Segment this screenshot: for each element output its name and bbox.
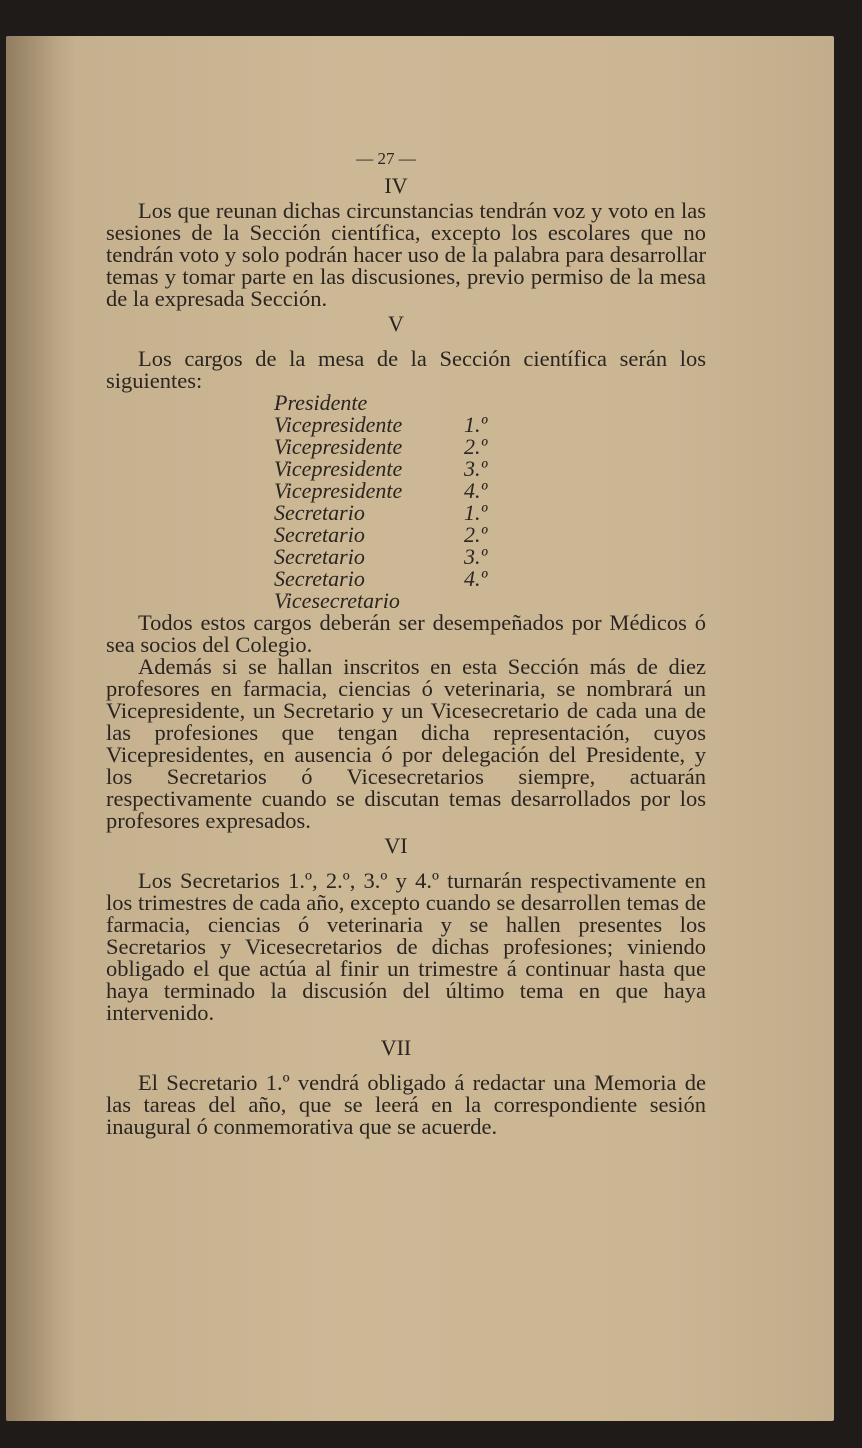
section-iv-paragraph: Los que reunan dichas circunstancias tendrán voz y voto en las sesiones de la Sección científica, excepto los escolares que no tendrán voto y solo podrán hacer uso de la palabra para desarrollar temas y tomar parte en las discusiones, previo permiso de la mesa de la expresada Sección. [106, 198, 706, 311]
page-text [106, 146, 706, 1138]
section-heading-v: V [388, 311, 404, 336]
section-vii-paragraph: El Secretario 1.º vendrá obligado á redactar una Memoria de las tareas del año, que se leerá en la correspondiente sesión inaugural ó conmemorativa que se acuerde. [106, 1070, 706, 1139]
book-page [6, 36, 834, 1421]
officer-title: Secretario [274, 500, 365, 525]
officer-row [274, 524, 706, 546]
officers-list [274, 392, 706, 612]
officer-number: 1.º [464, 412, 488, 437]
officer-number: 1.º [464, 500, 488, 525]
officer-title: Secretario [274, 544, 365, 569]
officer-title: Vicepresidente [274, 434, 403, 459]
officer-number: 3.º [464, 456, 488, 481]
section-v-paragraph-1: Todos estos cargos deberán ser desempeñados por Médicos ó sea socios del Colegio. [106, 610, 706, 657]
section-heading-vi: VI [384, 833, 408, 858]
officer-row [274, 436, 706, 458]
officer-title: Secretario [274, 566, 365, 591]
section-heading-iv: IV [384, 173, 408, 198]
officer-title: Vicepresidente [274, 412, 403, 437]
officer-row [274, 480, 706, 502]
section-vi-paragraph: Los Secretarios 1.º, 2.º, 3.º y 4.º turnarán respectivamente en los trimestres de cada año, excepto cuando se desarrollen temas de farmacia, ciencias ó veterinaria y se hallen presentes los Secretarios y Vicesecretarios de dichas profesiones; viniendo obligado el que actúa al finir un trimestre á continuar hasta que haya terminado la discusión del último tema en que haya intervenido. [106, 868, 706, 1025]
officer-number: 4.º [464, 478, 488, 503]
officer-number [464, 590, 524, 612]
officer-number: 3.º [464, 544, 488, 569]
section-v-paragraph-2: Además si se hallan inscritos en esta Sección más de diez profesores en farmacia, ciencias ó veterinaria, se nombrará un Vicepresidente, un Secretario y un Vicesecretario de cada una de las profesiones que tengan dicha representación, cuyos Vicepresidentes, en ausencia ó por delegación del Presidente, y los Secretarios ó Vicesecretarios siempre, actuarán respectivamente cuando se discutan temas desarrollados por los profesores expresados. [106, 654, 706, 833]
officer-title: Secretario [274, 522, 365, 547]
officer-title: Vicepresidente [274, 478, 403, 503]
officer-row [274, 392, 706, 414]
page-number: — 27 — [356, 149, 416, 168]
officer-number [464, 392, 524, 414]
officer-number: 2.º [464, 522, 488, 547]
section-heading-vii: VII [380, 1035, 412, 1060]
officer-row [274, 546, 706, 568]
officer-number: 4.º [464, 566, 488, 591]
officer-number: 2.º [464, 434, 488, 459]
officer-title: Vicesecretario [274, 588, 400, 613]
section-v-intro: Los cargos de la mesa de la Sección científica serán los siguientes: [106, 346, 706, 393]
officer-row [274, 458, 706, 480]
officer-row [274, 568, 706, 590]
officer-row [274, 590, 706, 612]
officer-row [274, 414, 706, 436]
officer-title: Presidente [274, 390, 368, 415]
officer-title: Vicepresidente [274, 456, 403, 481]
officer-row [274, 502, 706, 524]
